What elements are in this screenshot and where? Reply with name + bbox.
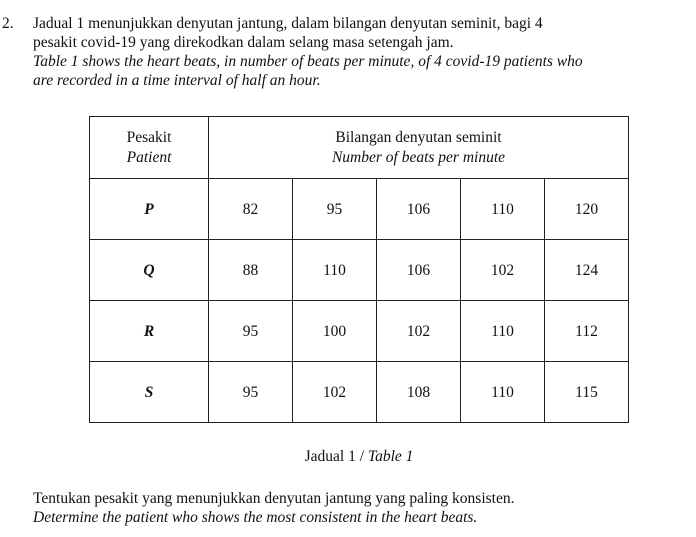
beat-value: 95 bbox=[209, 301, 293, 362]
question-task bbox=[33, 489, 693, 527]
beat-value: 95 bbox=[209, 362, 293, 423]
patient-header-cell bbox=[90, 117, 209, 179]
beat-value: 102 bbox=[293, 362, 377, 423]
table-row bbox=[90, 301, 629, 362]
beat-value: 106 bbox=[377, 179, 461, 240]
beat-value: 110 bbox=[293, 240, 377, 301]
beats-header-malay: Bilangan denyutan seminit bbox=[335, 128, 502, 146]
patient-label: S bbox=[90, 362, 209, 423]
table-header-row bbox=[90, 117, 629, 179]
task-english: Determine the patient who shows the most consistent in the heart beats. bbox=[33, 509, 478, 526]
beats-header-english: Number of beats per minute bbox=[331, 148, 506, 166]
question-number: 2. bbox=[2, 15, 14, 32]
task-malay: Tentukan pesakit yang menunjukkan denyutan jantung yang paling konsisten. bbox=[33, 490, 515, 507]
table-row bbox=[90, 240, 629, 301]
beat-value: 115 bbox=[545, 362, 629, 423]
intro-malay-line-1: Jadual 1 menunjukkan denyutan jantung, dalam bilangan denyutan seminit, bagi 4 bbox=[33, 15, 543, 32]
caption-malay: Jadual 1 / bbox=[304, 448, 364, 465]
table-row bbox=[90, 362, 629, 423]
question-intro bbox=[33, 14, 693, 90]
beat-value: 100 bbox=[293, 301, 377, 362]
beat-value: 120 bbox=[545, 179, 629, 240]
beat-value: 110 bbox=[461, 301, 545, 362]
intro-english-line-1: Table 1 shows the heart beats, in number of beats per minute, of 4 covid-19 patients who bbox=[33, 53, 583, 70]
intro-english-line-2: are recorded in a time interval of half an hour. bbox=[33, 72, 321, 89]
beat-value: 108 bbox=[377, 362, 461, 423]
patient-label: R bbox=[90, 301, 209, 362]
heart-beats-table bbox=[89, 116, 629, 423]
patient-header-english: Patient bbox=[126, 148, 172, 166]
intro-malay-line-2: pesakit covid-19 yang direkodkan dalam selang masa setengah jam. bbox=[33, 34, 454, 51]
caption-english: Table 1 bbox=[367, 448, 414, 465]
beat-value: 95 bbox=[293, 179, 377, 240]
patient-header-malay: Pesakit bbox=[126, 128, 172, 146]
beat-value: 124 bbox=[545, 240, 629, 301]
table-caption bbox=[0, 447, 696, 466]
beat-value: 102 bbox=[461, 240, 545, 301]
beat-value: 102 bbox=[377, 301, 461, 362]
patient-label: P bbox=[90, 179, 209, 240]
beat-value: 88 bbox=[209, 240, 293, 301]
beat-value: 110 bbox=[461, 362, 545, 423]
beat-value: 106 bbox=[377, 240, 461, 301]
patient-label: Q bbox=[90, 240, 209, 301]
beats-header-cell bbox=[209, 117, 629, 179]
beat-value: 82 bbox=[209, 179, 293, 240]
table-row bbox=[90, 179, 629, 240]
beat-value: 112 bbox=[545, 301, 629, 362]
beat-value: 110 bbox=[461, 179, 545, 240]
